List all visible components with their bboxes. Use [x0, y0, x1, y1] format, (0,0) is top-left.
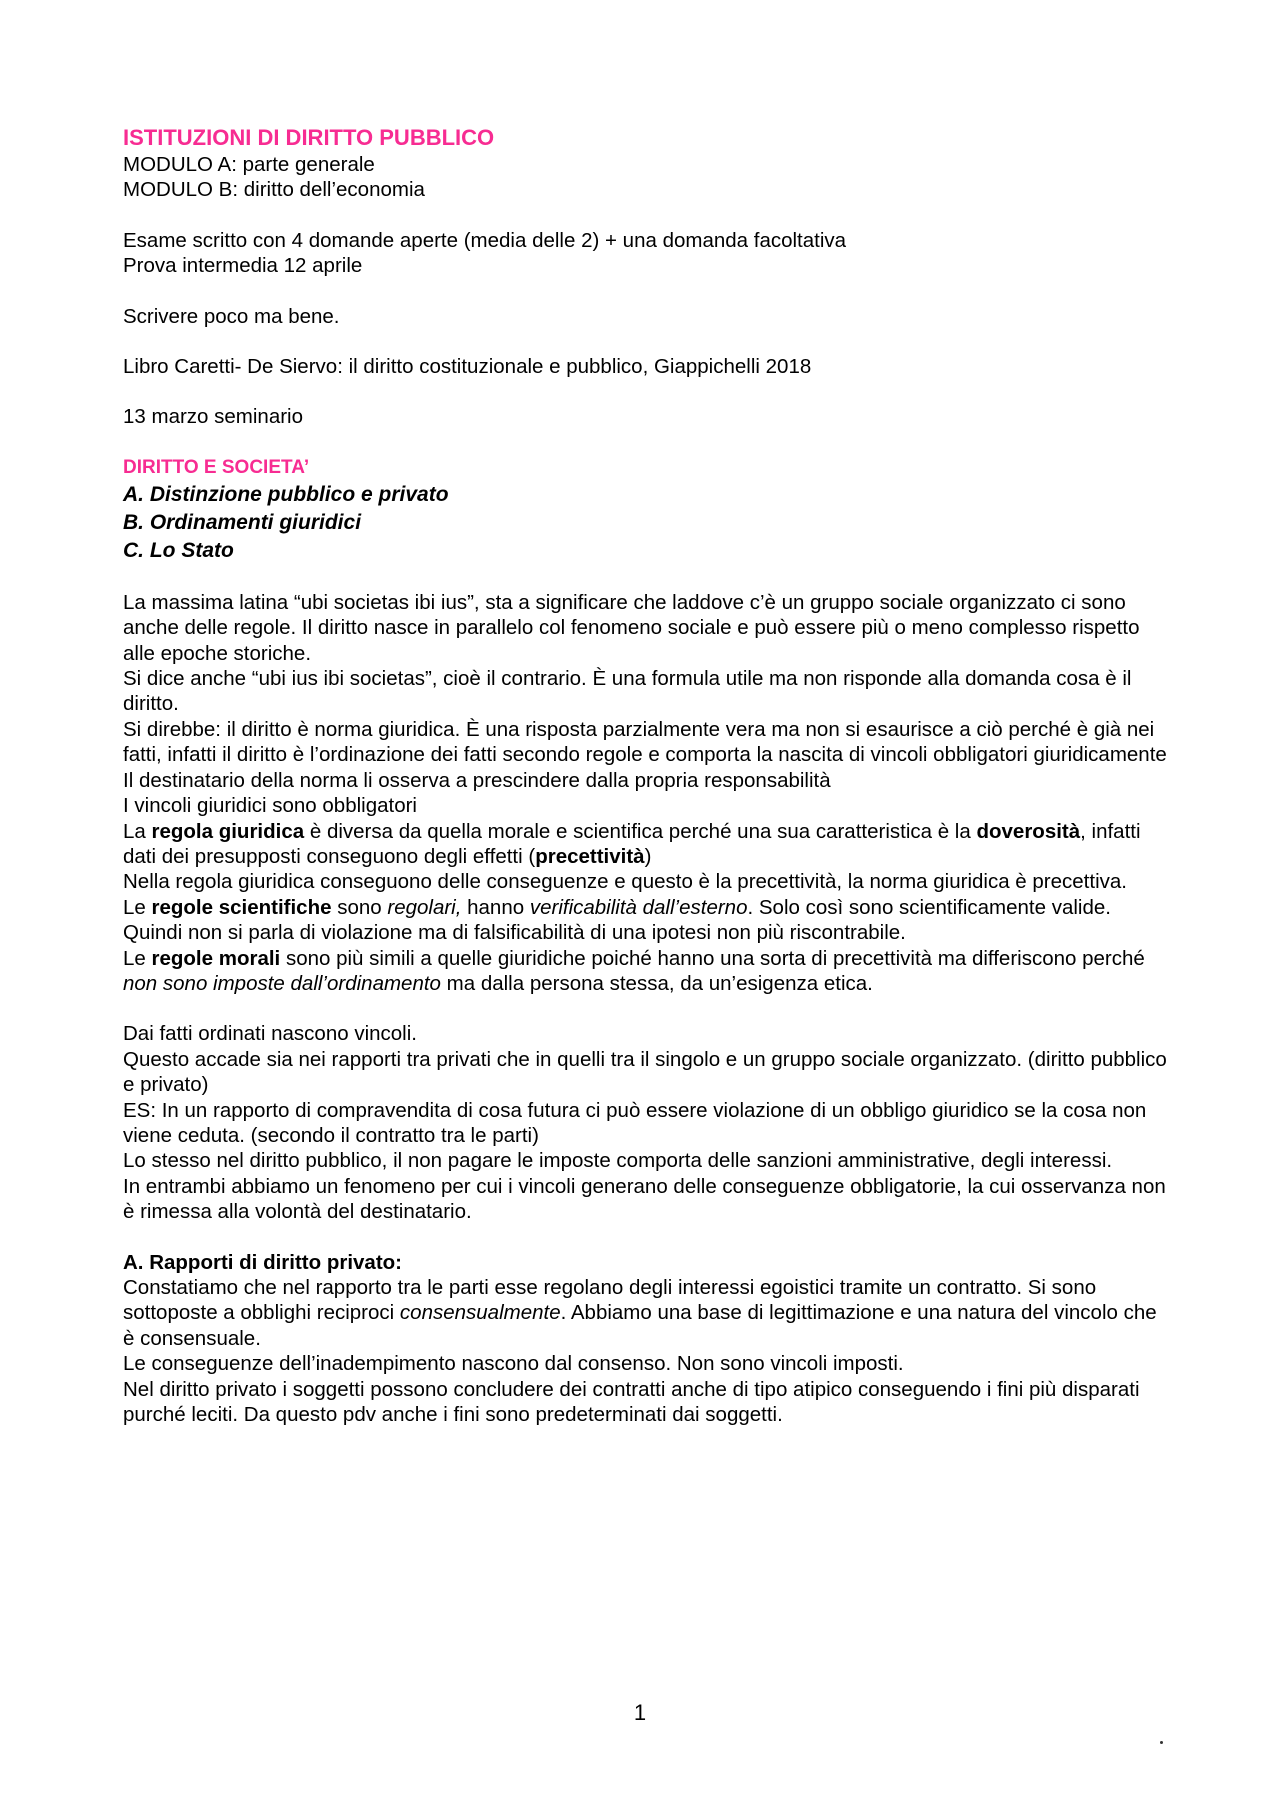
precettivita-paragraph: Nella regola giuridica conseguono delle conseguenze e questo è la precettività, la norma giuridica è precettiva.: [123, 870, 1127, 894]
topic-item: C. Lo Stato: [123, 538, 234, 562]
vincoli-paragraph: In entrambi abbiamo un fenomeno per cui i vincoli generano delle conseguenze obbligatorie, la cui osservanza non è rimessa alla volontà del destinatario.: [123, 1174, 1166, 1224]
midterm-info: Prova intermedia 12 aprile: [123, 254, 363, 278]
intro-paragraph: Il destinatario della norma li osserva a prescindere dalla propria responsabilità: [123, 768, 831, 792]
intro-paragraph: Si dice anche “ubi ius ibi societas”, cioè il contrario. È una formula utile ma non risponde alla domanda cosa è il diritto.: [123, 667, 1132, 716]
regole-scientifiche-paragraph: Le regole scientifiche sono regolari, hanno verificabilità dall’esterno. Solo così sono scientificamente valide. Quindi non si parla di violazione ma di falsificabilità di una ipotesi non più riscontrabile.: [123, 895, 1111, 945]
subsection-heading: A. Rapporti di diritto privato:: [123, 1250, 403, 1274]
topic-list: [123, 481, 1173, 565]
page-number: 1: [633, 1700, 647, 1725]
seminar-date: 13 marzo seminario: [123, 405, 304, 429]
module-a: MODULO A: parte generale: [123, 153, 375, 176]
exam-info: Esame scritto con 4 domande aperte (media delle 2) + una domanda facoltativa: [123, 228, 847, 252]
intro-paragraph: I vincoli giuridici sono obbligatori: [123, 794, 417, 818]
term-regole-morali: regole morali: [151, 946, 281, 970]
topic-item: B. Ordinamenti giuridici: [123, 510, 362, 534]
section-title: DIRITTO E SOCIETA’: [123, 456, 310, 478]
term-regola-giuridica: regola giuridica: [151, 819, 305, 843]
corner-dot: [1160, 1741, 1163, 1744]
book-reference: Libro Caretti- De Siervo: il diritto costituzionale e pubblico, Giappichelli 2018: [123, 355, 812, 379]
vincoli-paragraph: ES: In un rapporto di compravendita di cosa futura ci può essere violazione di un obbligo giuridico se la cosa non viene ceduta. (secondo il contratto tra le parti): [123, 1098, 1147, 1147]
rapporti-paragraph: Constatiamo che nel rapporto tra le parti esse regolano degli interessi egoistici tramite un contratto. Si sono sottoposte a obblighi reciproci consensualmente. Abbiamo una base di legittimazione e una natura del vincolo che è consensuale.: [123, 1276, 1157, 1350]
term-doverosita: doverosità: [976, 819, 1081, 843]
vincoli-paragraph: Questo accade sia nei rapporti tra privati che in quelli tra il singolo e un gruppo sociale organizzato. (diritto pubblico e privato): [123, 1047, 1167, 1097]
intro-paragraph: Si direbbe: il diritto è norma giuridica. È una risposta parzialmente vera ma non si esaurisce a ciò perché è già nei fatti, infatti il diritto è l’ordinazione dei fatti secondo regole e comporta la nascita di vincoli obbligatori giuridicamente: [123, 717, 1167, 767]
vincoli-paragraph: Dai fatti ordinati nascono vincoli.: [123, 1022, 417, 1046]
regola-giuridica-paragraph: La regola giuridica è diversa da quella morale e scientifica perché una sua caratteristica è la doverosità, infatti dati dei presupposti conseguono degli effetti (precettività): [123, 819, 1141, 868]
intro-paragraph: La massima latina “ubi societas ibi ius”, sta a significare che laddove c’è un gruppo sociale organizzato ci sono anche delle regole. Il diritto nasce in parallelo col fenomeno sociale e può essere più o meno complesso rispetto alle epoche storiche.: [123, 590, 1140, 665]
rapporti-paragraph: Nel diritto privato i soggetti possono concludere dei contratti anche di tipo atipico conseguendo i fini più disparati purché leciti. Da questo pdv anche i fini sono predeterminati dai soggetti.: [123, 1377, 1140, 1427]
term-precettivita: precettività: [535, 844, 645, 868]
page-content: [123, 124, 1173, 1427]
topic-item: A. Distinzione pubblico e privato: [123, 482, 449, 506]
document-title: ISTITUZIONI DI DIRITTO PUBBLICO: [123, 125, 495, 150]
vincoli-paragraph: Lo stesso nel diritto pubblico, il non pagare le imposte comporta delle sanzioni amministrative, degli interessi.: [123, 1149, 1113, 1173]
module-b: MODULO B: diritto dell’economia: [123, 178, 425, 202]
rapporti-paragraph: Le conseguenze dell’inadempimento nascono dal consenso. Non sono vincoli imposti.: [123, 1352, 904, 1376]
term-regole-scientifiche: regole scientifiche: [151, 895, 332, 919]
regole-morali-paragraph: Le regole morali sono più simili a quelle giuridiche poiché hanno una sorta di precettività ma differiscono perché non sono imposte dall’ordinamento ma dalla persona stessa, da un’esigenza etica.: [123, 946, 1145, 995]
advice-text: Scrivere poco ma bene.: [123, 304, 340, 328]
